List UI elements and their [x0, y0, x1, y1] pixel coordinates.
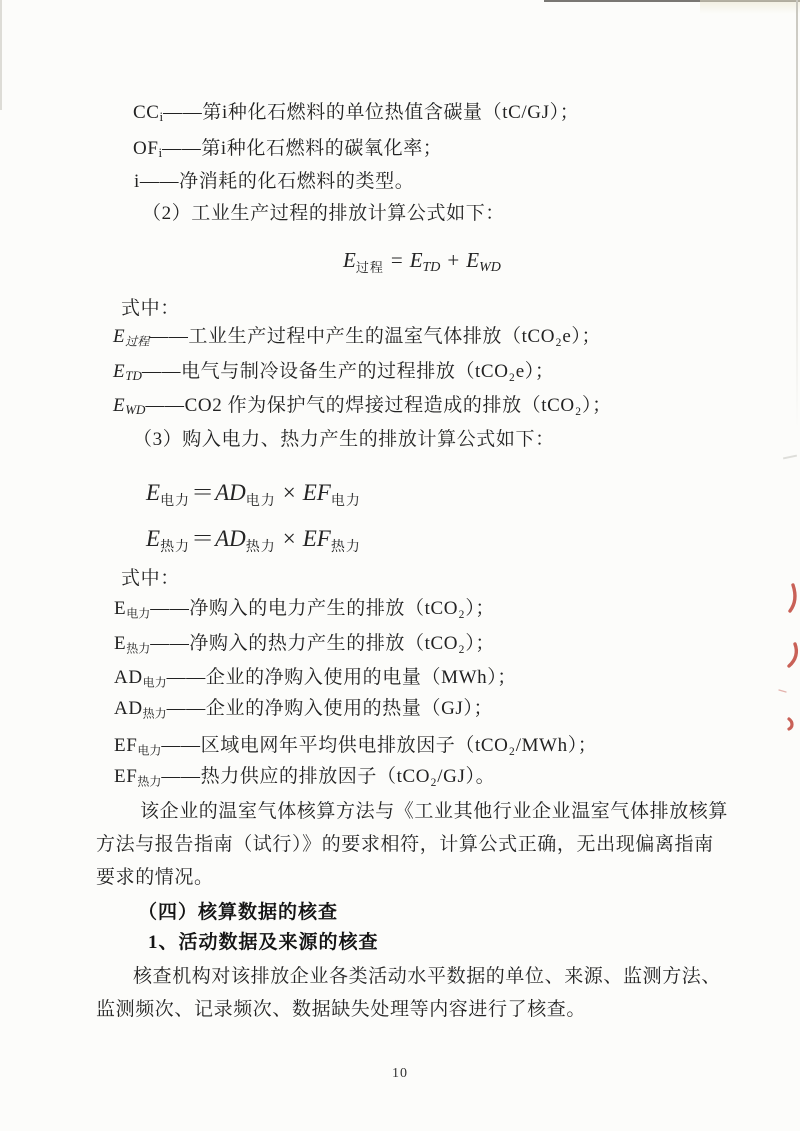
def-line-i: i——净消耗的化石燃料的类型。	[134, 171, 415, 192]
red-stroke-2	[789, 644, 796, 666]
formula-electricity: $E_{电力}=AD_{电力} \times EF_{电力}$	[146, 480, 361, 509]
scan-edge-top	[544, 0, 800, 2]
shizhong-2: 式中：	[121, 568, 180, 589]
def-line-ef-elec: EF电力——区域电网年平均供电排放因子（tCO₂/MWh）；	[114, 735, 598, 758]
def-line-cc: CCi——第i种化石燃料的单位热值含碳量（tC/GJ）；	[133, 102, 580, 124]
def-line-e-td: ETD——电气与制冷设备生产的过程排放（tCO₂e）；	[113, 361, 555, 383]
conclusion-line-3: 要求的情况。	[96, 867, 214, 888]
def-line-e-wd: EWD——CO2 作为保护气的焊接过程造成的排放（tCO₂）；	[113, 395, 612, 417]
def-line-ad-heat: AD热力——企业的净购入使用的热量（GJ）；	[114, 698, 494, 721]
page-number: 10	[392, 1066, 408, 1081]
formula-process: $E_{过程}$ = ETD + EWD	[343, 248, 501, 275]
red-stroke-1	[790, 585, 795, 611]
def-line-ad-elec: AD电力——企业的净购入使用的电量（MWh）；	[114, 667, 517, 690]
def-line-ef-heat: EF热力——热力供应的排放因子（tCO₂/GJ）。	[114, 766, 496, 789]
activity-line-2: 监测频次、记录频次、数据缺失处理等内容进行了核查。	[96, 999, 587, 1020]
conclusion-line-1: 该企业的温室气体核算方法与《工业其他行业企业温室气体排放核算	[140, 801, 729, 822]
shizhong-1: 式中：	[121, 298, 180, 319]
scan-smudge	[783, 455, 797, 460]
scan-corner-tint	[700, 0, 800, 14]
activity-line-1: 核查机构对该排放企业各类活动水平数据的单位、来源、监测方法、	[133, 966, 722, 987]
section3-intro: （3）购入电力、热力产生的排放计算公式如下：	[133, 429, 555, 450]
conclusion-line-2: 方法与报告指南（试行）》的要求相符，计算公式正确，无出现偏离指南	[96, 834, 714, 855]
def-line-e-heat: E热力——净购入的热力产生的排放（tCO₂）；	[114, 633, 496, 656]
scan-edge-right	[796, 0, 798, 430]
red-pen-marks	[772, 576, 800, 736]
formula-heat: $E_{热力}=AD_{热力} \times EF_{热力}$	[146, 526, 361, 555]
def-line-e-elec: E电力——净购入的电力产生的排放（tCO₂）；	[114, 598, 496, 621]
heading-section4: （四）核算数据的核查	[138, 902, 339, 923]
red-stroke-3	[779, 690, 786, 692]
red-stroke-4	[789, 719, 792, 729]
def-line-e-process: E过程——工业生产过程中产生的温室气体排放（tCO₂e）；	[113, 326, 602, 349]
def-line-of: OFi——第i种化石燃料的碳氧化率；	[133, 138, 443, 160]
scan-edge-left	[0, 0, 2, 110]
heading-activity-data: 1、活动数据及来源的核查	[148, 932, 379, 953]
section2-intro: （2）工业生产过程的排放计算公式如下：	[142, 203, 505, 224]
